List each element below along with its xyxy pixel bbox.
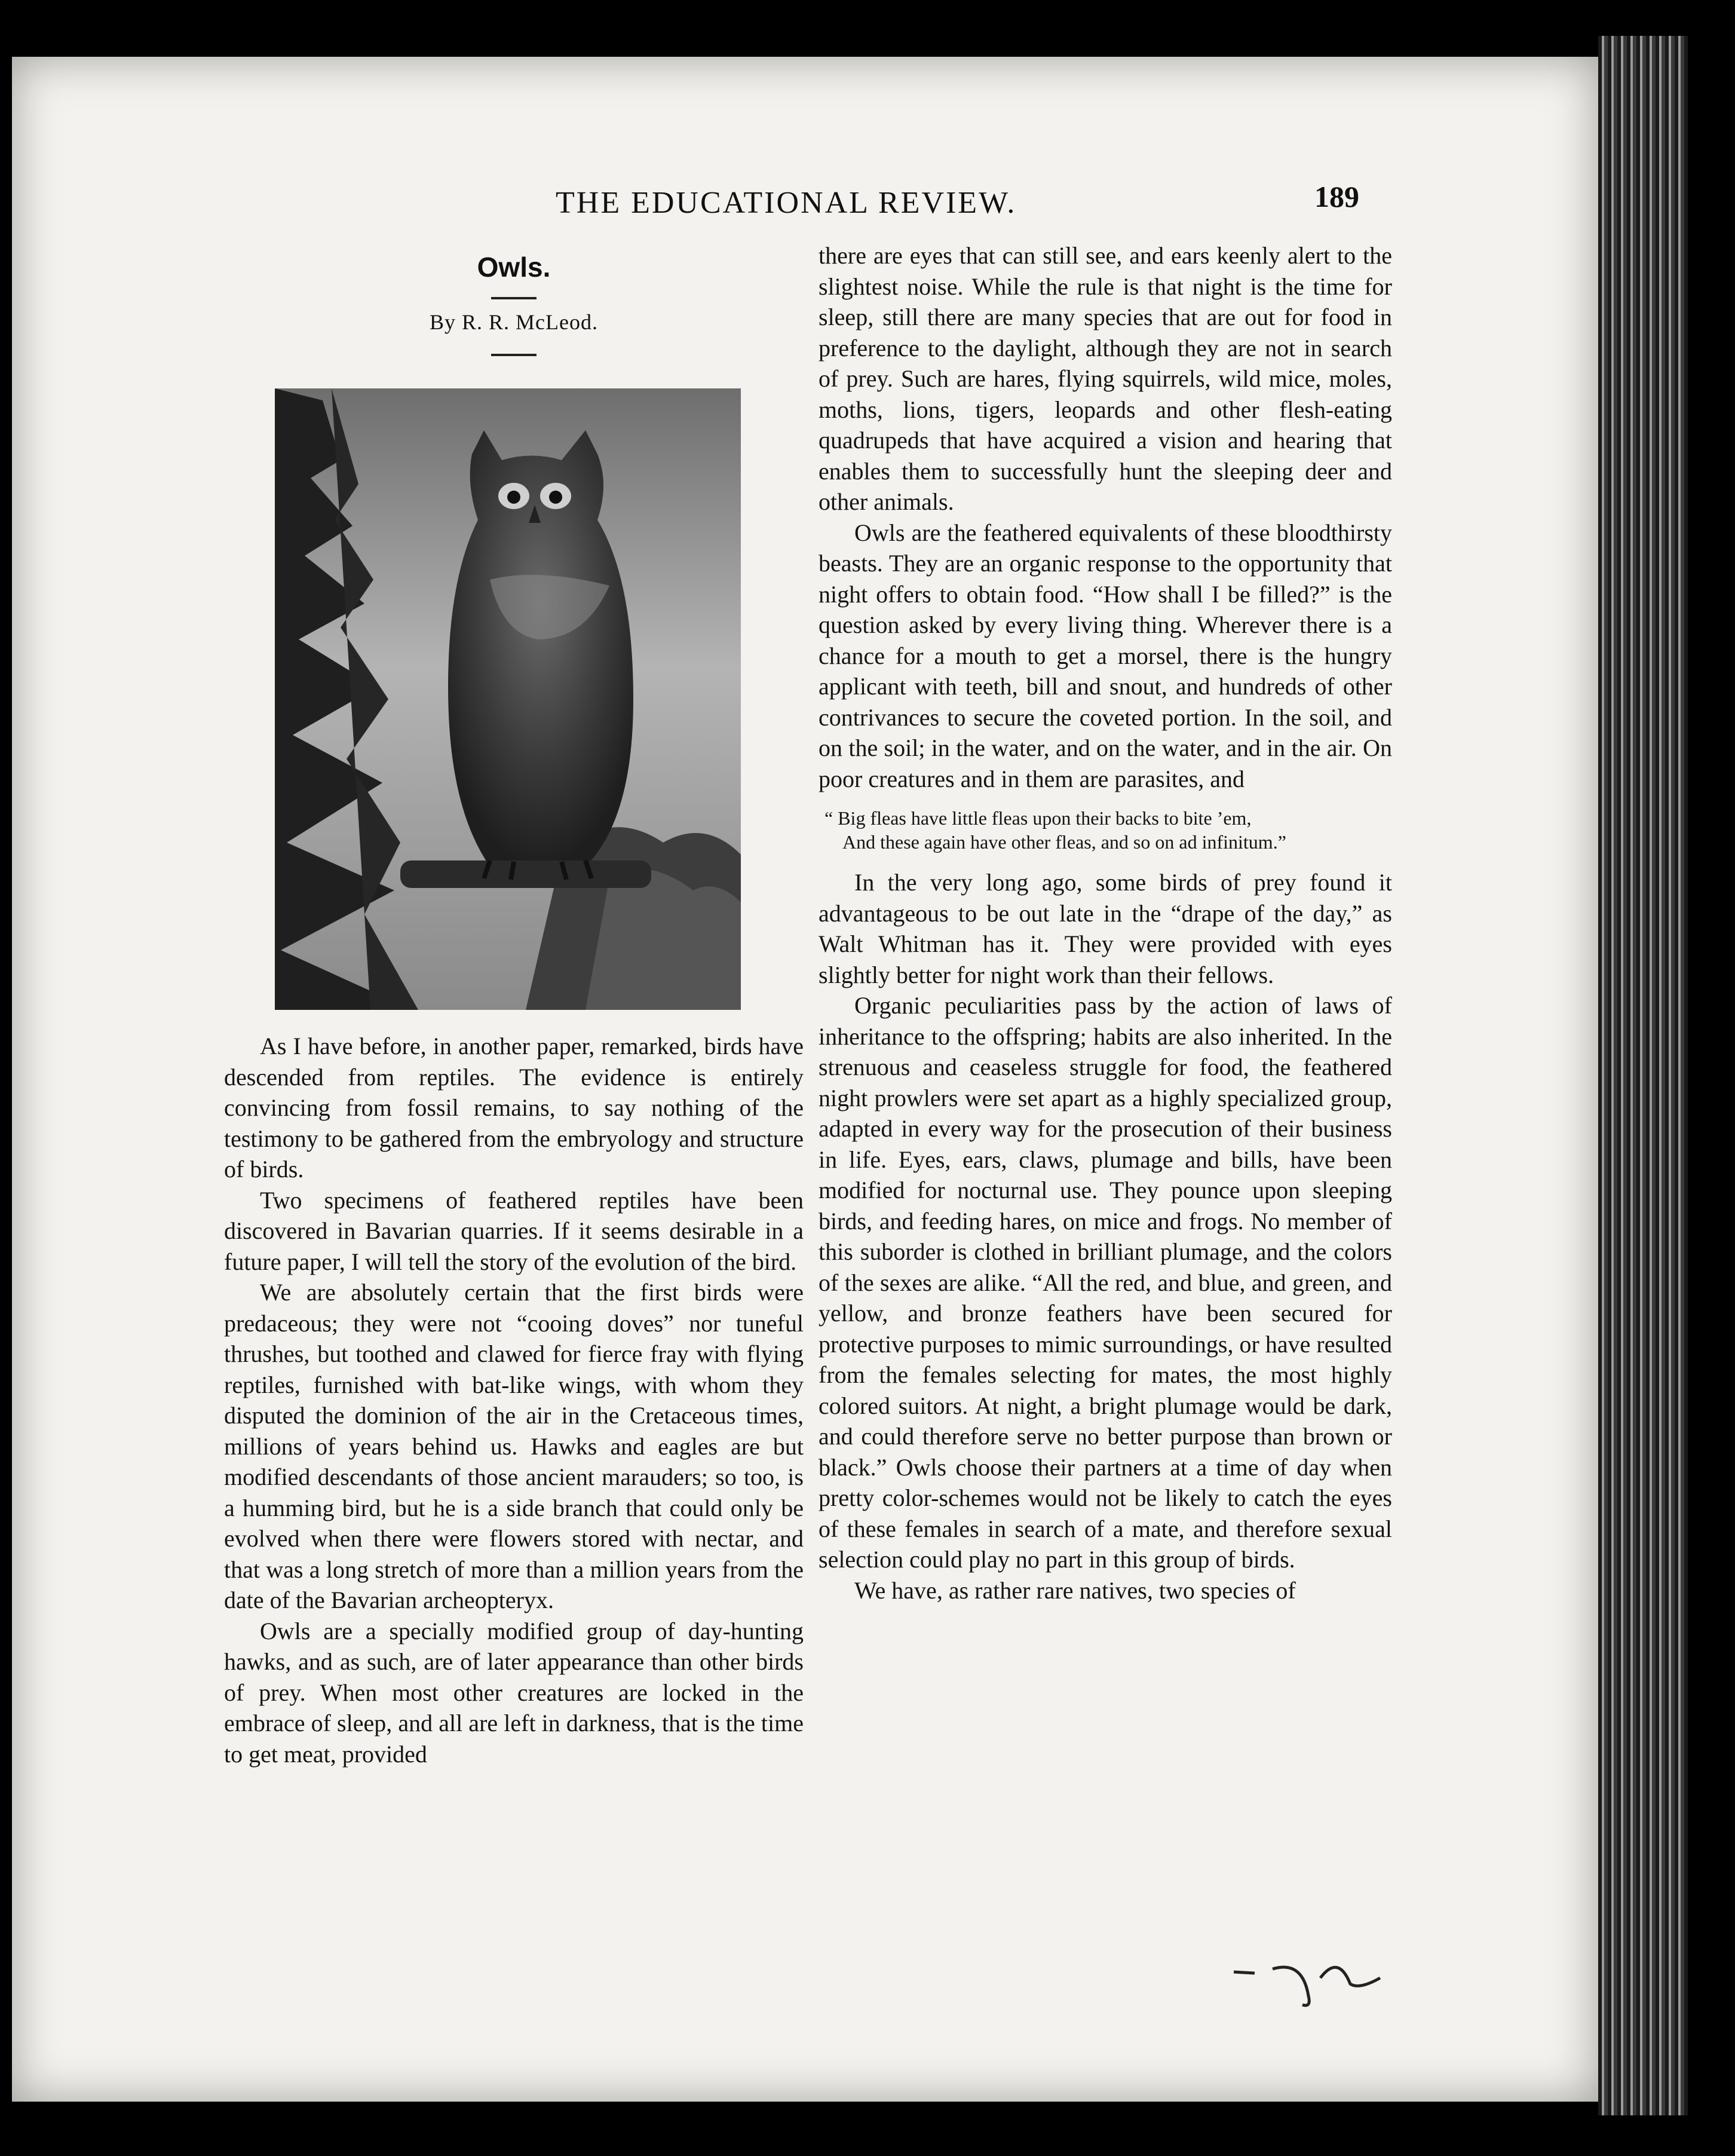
- verse-line-2: And these again have other fleas, and so on ad infinitum.”: [842, 831, 1286, 853]
- left-column: [224, 1031, 804, 1769]
- left-paragraph-1: As I have before, in another paper, remarked, birds have descended from reptiles. The evidence is entirely convincing from fossil remains, to say nothing of the testimony to be gathered from the embryology and structure of birds.: [224, 1033, 804, 1183]
- article-title: Owls.: [477, 252, 551, 283]
- running-head: THE EDUCATIONAL REVIEW.: [556, 186, 1017, 220]
- right-paragraph-5: We have, as rather rare natives, two species of: [854, 1576, 1296, 1604]
- handwritten-mark-icon: [1231, 1942, 1386, 2014]
- right-paragraph-2: Owls are the feathered equivalents of these bloodthirsty beasts. They are an organic response to the opportunity that night offers to obtain food. “How shall I be filled?” is the question asked by every living thing. Wherever there is a chance for a mouth to get a morsel, there is the hungry applicant with teeth, bill and snout, and hundreds of other contrivances to secure the coveted portion. In the soil, and on the soil; in the water, and on the water, and in the air. On poor creatures and in them are parasites, and: [819, 519, 1392, 792]
- title-rule: [491, 297, 537, 299]
- byline-rule: [491, 354, 537, 356]
- left-paragraph-4: Owls are a specially modified group of day-hunting hawks, and as such, are of later appearance than other birds of prey. When most other creatures are locked in the embrace of sleep, and all are left in darkness, that is the time to get meat, provided: [224, 1617, 804, 1768]
- verse-line-1: “ Big fleas have little fleas upon their backs to bite ’em,: [824, 807, 1252, 829]
- verse-quote: [819, 806, 1392, 854]
- right-paragraph-3: In the very long ago, some birds of prey found it advantageous to be out late in the “drape of the day,” as Walt Whitman has it. They were provided with eyes slightly better for night work than their fellows.: [819, 869, 1392, 988]
- book-page-edges: [1598, 36, 1688, 2115]
- great-horned-owl-photo-icon: [275, 388, 741, 1010]
- owl-photo: [275, 388, 741, 1010]
- right-paragraph-1: there are eyes that can still see, and ears keenly alert to the slightest noise. While the rule is that night is the time for sleep, still there are many species that are out for food in preference to the daylight, although they are not in search of prey. Such are hares, flying squirrels, wild mice, moles, moths, lions, tigers, leopards and other flesh-eating quadrupeds that have acquired a vision and hearing that enables them to successfully hunt the sleeping deer and other animals.: [819, 242, 1392, 515]
- right-paragraph-4: Organic peculiarities pass by the action of laws of inheritance to the offspring; habits are also inherited. In the strenuous and ceaseless struggle for food, the feathered night prowlers were set apart as a highly specialized group, adapted in every way for the prosecution of their business in life. Eyes, ears, claws, plumage and bills, have been modified for nocturnal use. They pounce upon sleeping birds, and feeding hares, on mice and frogs. No member of this suborder is clothed in brilliant plumage, and the colors of the sexes are alike. “All the red, and blue, and green, and yellow, and bronze feathers have been secured for protective purposes to mimic surroundings, or have resulted from the females selecting for mates, the most highly colored suitors. At night, a bright plumage would be dark, and could therefore serve no better purpose than brown or black.” Owls choose their partners at a time of day when pretty color-schemes would not be likely to catch the eyes of these females in search of a mate, and therefore sexual selection could play no part in this group of birds.: [819, 992, 1392, 1573]
- right-column: [819, 240, 1392, 1606]
- article-byline: By R. R. McLeod.: [430, 310, 598, 334]
- left-paragraph-2: Two specimens of feathered reptiles have been discovered in Bavarian quarries. If it seems desirable in a future paper, I will tell the story of the evolution of the bird.: [224, 1186, 804, 1275]
- left-paragraph-3: We are absolutely certain that the first birds were predaceous; they were not “cooing doves” nor tuneful thrushes, but toothed and clawed for fierce fray with flying reptiles, furnished with bat-like wings, with whom they disputed the dominion of the air in the Cretaceous times, millions of years behind us. Hawks and eagles are but modified descendants of those ancient marauders; so too, is a humming bird, but he is a side branch that could only be evolved when there were flowers stored with nectar, and that was a long stretch of more than a million years from the date of the Bavarian archeopteryx.: [224, 1279, 804, 1613]
- page-number: 189: [1314, 180, 1359, 213]
